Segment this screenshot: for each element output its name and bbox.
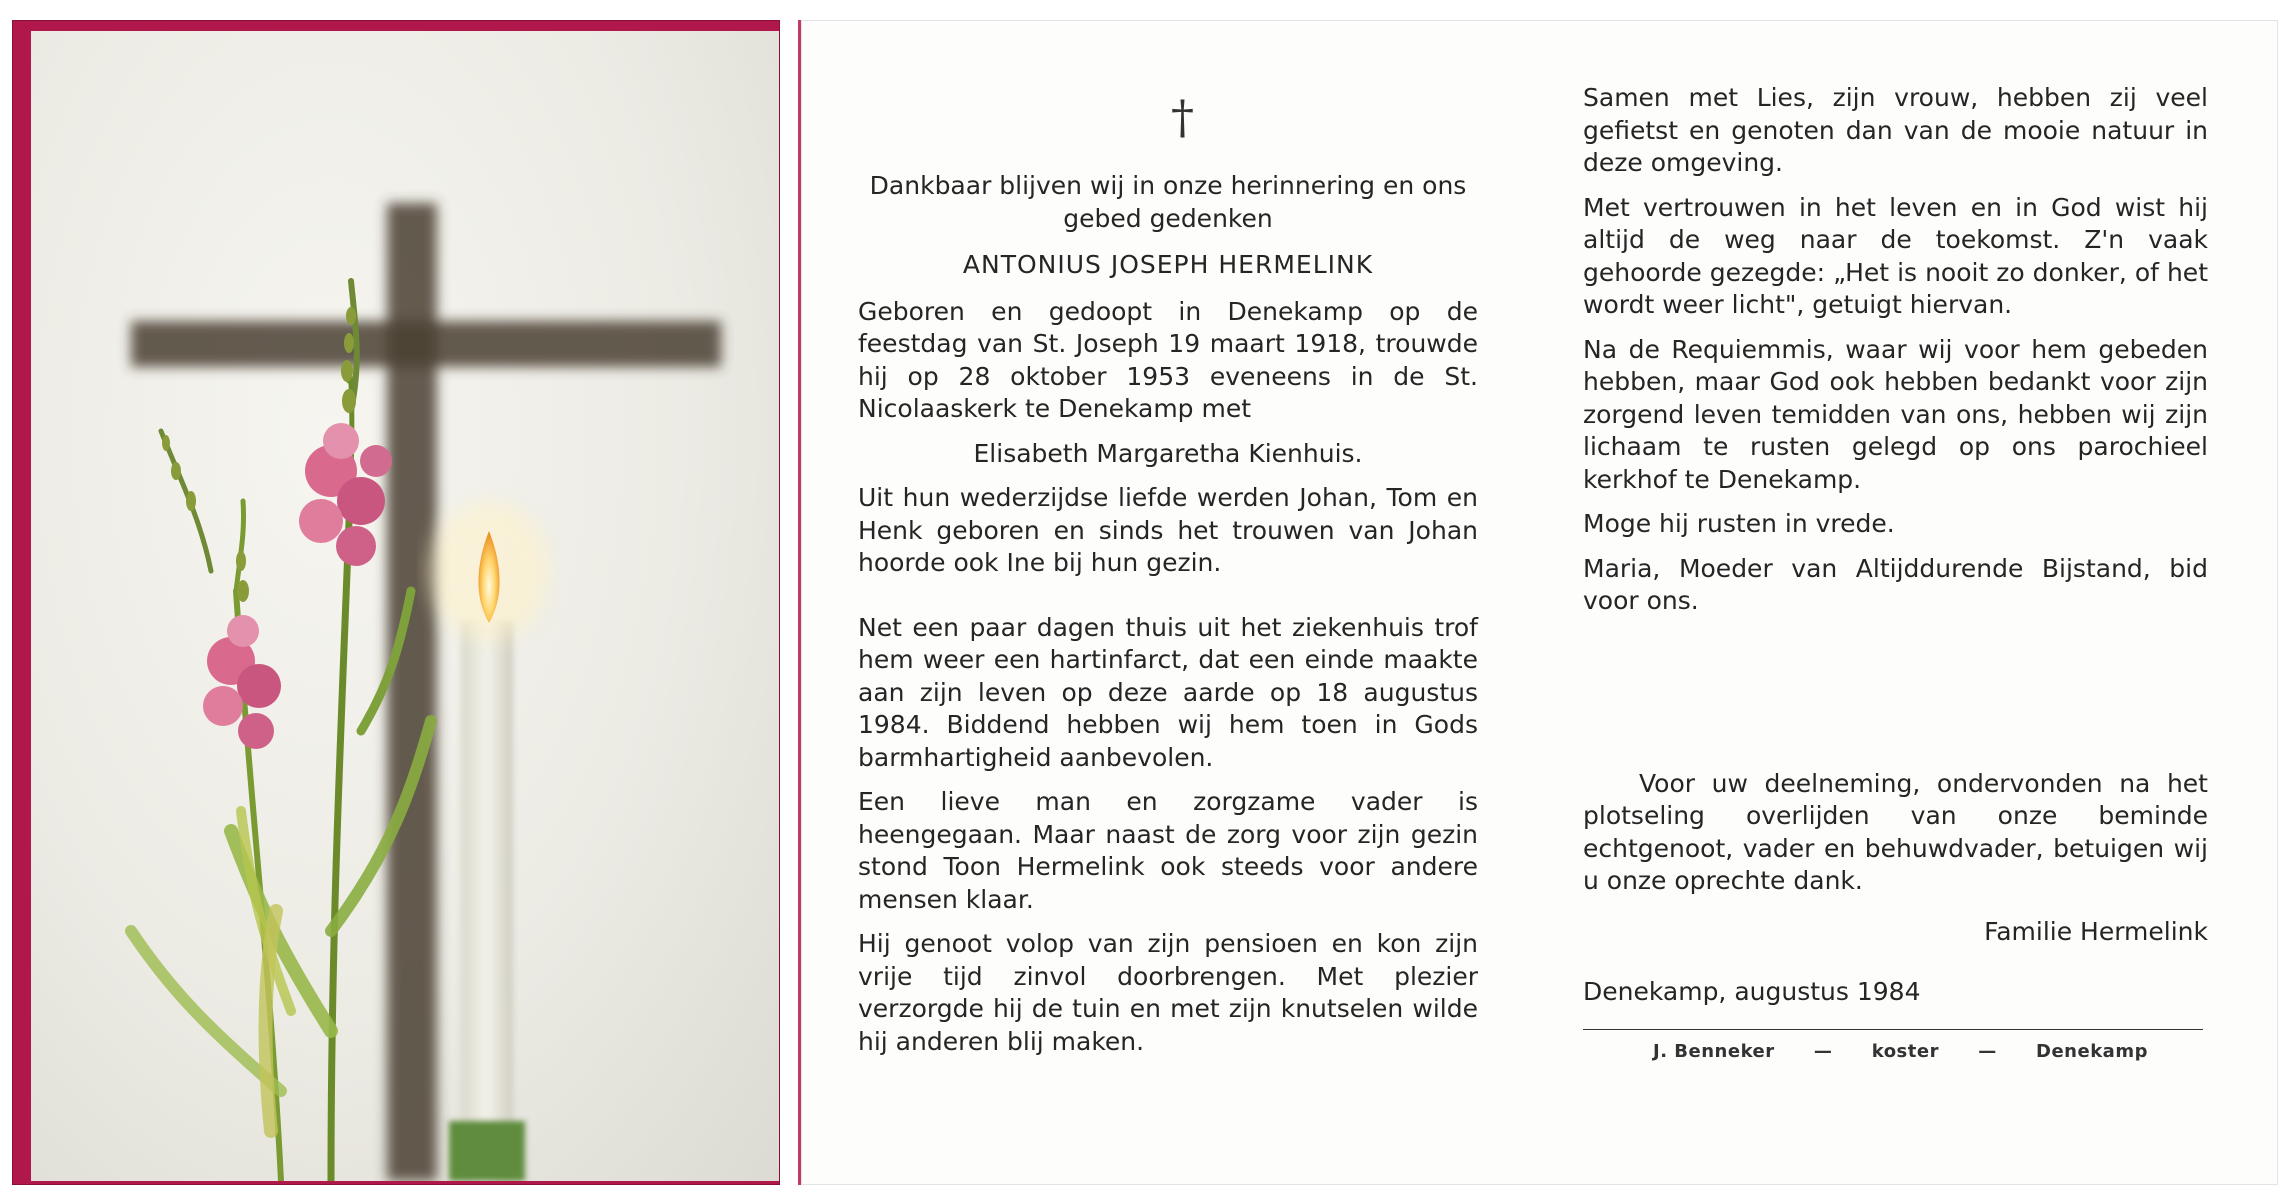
- memorial-text-card: [798, 20, 2278, 1185]
- photo-card: [12, 20, 780, 1185]
- prayer-text: Maria, Moeder van Altijddurende Bijstand, bid voor ons.: [1583, 553, 2208, 615]
- divider-line: [1583, 1029, 2203, 1030]
- trust-paragraph: Met vertrouwen in het leven en in God wist hij altijd de weg naar de toekomst. Z'n vaak gehoorde gezegde: „Het is nooit zo donker, of het wordt weer licht", getuigt hiervan.: [1583, 192, 2208, 319]
- death-paragraph: Net een paar dagen thuis uit het ziekenhuis trof hem weer een hartinfarct, dat een einde maakte aan zijn leven op deze aarde op 18 augustus 1984. Biddend hebben wij hem toen in Gods barmhartigheid aanbevolen.: [858, 612, 1478, 772]
- family-signature: Familie Hermelink: [1984, 916, 2208, 946]
- cross-candle-flowers-image: [31, 31, 779, 1181]
- cycling-paragraph: Samen met Lies, zijn vrouw, hebben zij veel gefietst en genoten dan van de mooie natuur in deze omgeving.: [1583, 83, 2208, 177]
- left-column: [858, 170, 1478, 1070]
- spouse-name: Elisabeth Margaretha Kienhuis.: [973, 438, 1363, 468]
- intro-text: Dankbaar blijven wij in onze herinnering en ons gebed gedenken: [869, 171, 1467, 233]
- birth-marriage-paragraph: Geboren en gedoopt in Denekamp op de feestdag van St. Joseph 19 maart 1918, trouwde hij op 28 oktober 1953 eveneens in de St. Nicolaaskerk te Denekamp met: [858, 296, 1478, 423]
- printer-dash-2: —: [1978, 1040, 1997, 1062]
- printer-name: J. Benneker: [1653, 1040, 1775, 1062]
- retirement-paragraph: Hij genoot volop van zijn pensioen en kon zijn vrije tijd zinvol doorbrengen. Met plezier verzorgde hij de tuin en met zijn knutselen wilde hij anderen blij maken.: [858, 929, 1478, 1056]
- candle-shape: [429, 501, 549, 1181]
- place-date: Denekamp, augustus 1984: [1583, 977, 1921, 1006]
- deceased-name: ANTONIUS JOSEPH HERMELINK: [962, 250, 1374, 279]
- printer-credit: [1583, 1036, 2208, 1069]
- flower-stems: [131, 281, 431, 1181]
- printer-dash-1: —: [1813, 1040, 1833, 1062]
- cross-icon: †: [1171, 90, 1194, 144]
- thanks-paragraph: Voor uw deelneming, ondervonden na het plotseling overlijden van onze beminde echtgenoot, vader en behuwdvader, betuigen wij u onze oprechte dank.: [1583, 768, 2208, 895]
- children-paragraph: Uit hun wederzijdse liefde werden Johan, Tom en Henk geboren en sinds het trouwen van Johan hoorde ook Ine bij hun gezin.: [858, 483, 1478, 577]
- memorial-photo: [31, 31, 779, 1181]
- character-paragraph: Een lieve man en zorgzame vader is heengegaan. Maar naast de zorg voor zijn gezin stond Toon Hermelink ook steeds voor andere mensen klaar.: [858, 787, 1478, 914]
- rest-in-peace: Moge hij rusten in vrede.: [1583, 509, 1895, 538]
- printer-place: Denekamp: [2036, 1040, 2148, 1062]
- requiem-paragraph: Na de Requiemmis, waar wij voor hem gebeden hebben, maar God ook hebben bedankt voor zijn zorgend leven temidden van ons, hebben wij zijn lichaam te rusten gelegd op ons parochieel kerkhof te Denekamp.: [1583, 334, 2208, 494]
- right-column: [1583, 82, 2208, 1068]
- printer-role: koster: [1871, 1040, 1939, 1062]
